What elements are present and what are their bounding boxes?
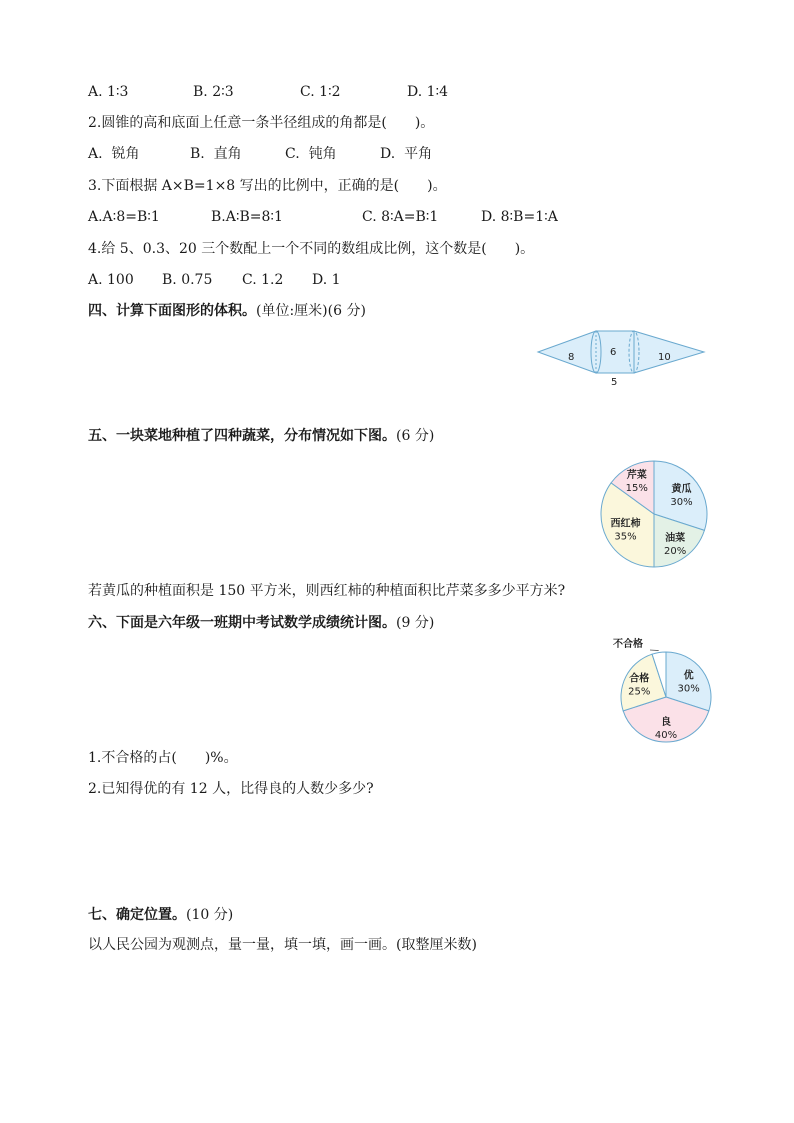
q1-option-d: D. 1∶4 xyxy=(407,84,449,100)
section5-question: 若黄瓜的种植面积是 150 平方米，则西红柿的种植面积比芹菜多多少平方米? xyxy=(88,583,566,599)
q4-option-b: B. 0.75 xyxy=(162,272,213,288)
grades-pie-chart xyxy=(610,634,712,744)
pie-slice-label: 不合格 xyxy=(613,639,643,650)
section6-heading xyxy=(88,614,434,632)
section7-heading xyxy=(88,906,233,924)
section6-title: 六、下面是六年级一班期中考试数学成绩统计图。 xyxy=(88,615,396,631)
section4-score: (单位:厘米)(6 分) xyxy=(256,303,366,319)
section7-instruction: 以人民公园为观测点，量一量，填一填，画一画。(取整厘米数) xyxy=(88,937,477,953)
section7-score: (10 分) xyxy=(186,907,234,923)
q2-option-b: B. 直角 xyxy=(190,146,242,162)
pie-slice-label: 油菜 xyxy=(665,533,686,545)
pie-slice-value: 15% xyxy=(625,483,648,495)
pie-slice-label: 芹菜 xyxy=(626,470,647,482)
pie-slice-label: 合格 xyxy=(629,673,650,685)
q3-option-c: C. 8∶A=B∶1 xyxy=(362,209,439,225)
section5-score: (6 分) xyxy=(396,428,435,444)
q2-option-c: C. 钝角 xyxy=(285,146,337,162)
q3-option-b: B.A∶B=8∶1 xyxy=(211,209,283,225)
pie-slice-value: 30% xyxy=(670,497,693,509)
section5-title: 五、一块菜地种植了四种蔬菜，分布情况如下图。 xyxy=(88,428,396,444)
left-height-label: 8 xyxy=(568,352,575,363)
section6-score: (9 分) xyxy=(396,615,435,631)
q3-text: 3.下面根据 A×B=1×8 写出的比例中，正确的是( )。 xyxy=(88,178,447,194)
right-height-label: 10 xyxy=(658,352,671,363)
pie-slice-value: 25% xyxy=(628,686,651,698)
pie-slice-label: 黄瓜 xyxy=(671,484,692,496)
q2-option-a: A. 锐角 xyxy=(88,146,140,162)
pie-slice-label: 优 xyxy=(683,670,694,682)
pie-slice-label: 良 xyxy=(661,717,671,728)
pie-slice-label: 西红柿 xyxy=(610,518,641,530)
diameter-label: 6 xyxy=(610,347,617,358)
vegetable-pie-chart xyxy=(598,458,710,570)
pie-slice-value: 20% xyxy=(664,546,687,558)
q1-option-c: C. 1∶2 xyxy=(300,84,341,100)
q4-option-d: D. 1 xyxy=(312,272,341,288)
pie-slice-value: 40% xyxy=(654,730,678,741)
q2-option-d: D. 平角 xyxy=(380,146,433,162)
q3-option-d: D. 8∶B=1∶A xyxy=(481,209,558,225)
q1-option-b: B. 2∶3 xyxy=(193,84,234,100)
pie-slice-value: 30% xyxy=(677,683,700,695)
q4-option-a: A. 100 xyxy=(88,272,134,288)
left-cone-shape xyxy=(538,331,596,373)
section6-q1: 1.不合格的占( )%。 xyxy=(88,750,238,766)
q3-option-a: A.A∶8=B∶1 xyxy=(88,209,160,225)
q2-text: 2.圆锥的高和底面上任意一条半径组成的角都是( )。 xyxy=(88,115,435,131)
q1-option-a: A. 1∶3 xyxy=(88,84,129,100)
section6-q2: 2.已知得优的有 12 人，比得良的人数少多少? xyxy=(88,781,374,797)
q4-text: 4.给 5、0.3、20 三个数配上一个不同的数组成比例，这个数是( )。 xyxy=(88,241,535,257)
section4-title: 四、计算下面图形的体积。 xyxy=(88,303,256,319)
pie-slice-value: 35% xyxy=(614,531,637,543)
callout-leader-line xyxy=(650,650,659,651)
cylinder-length-label: 5 xyxy=(611,377,618,388)
q4-option-c: C. 1.2 xyxy=(242,272,284,288)
section4-heading xyxy=(88,302,366,320)
section7-title: 七、确定位置。 xyxy=(88,907,186,923)
cone-cylinder-cone-figure xyxy=(534,325,710,389)
section5-heading xyxy=(88,427,434,445)
